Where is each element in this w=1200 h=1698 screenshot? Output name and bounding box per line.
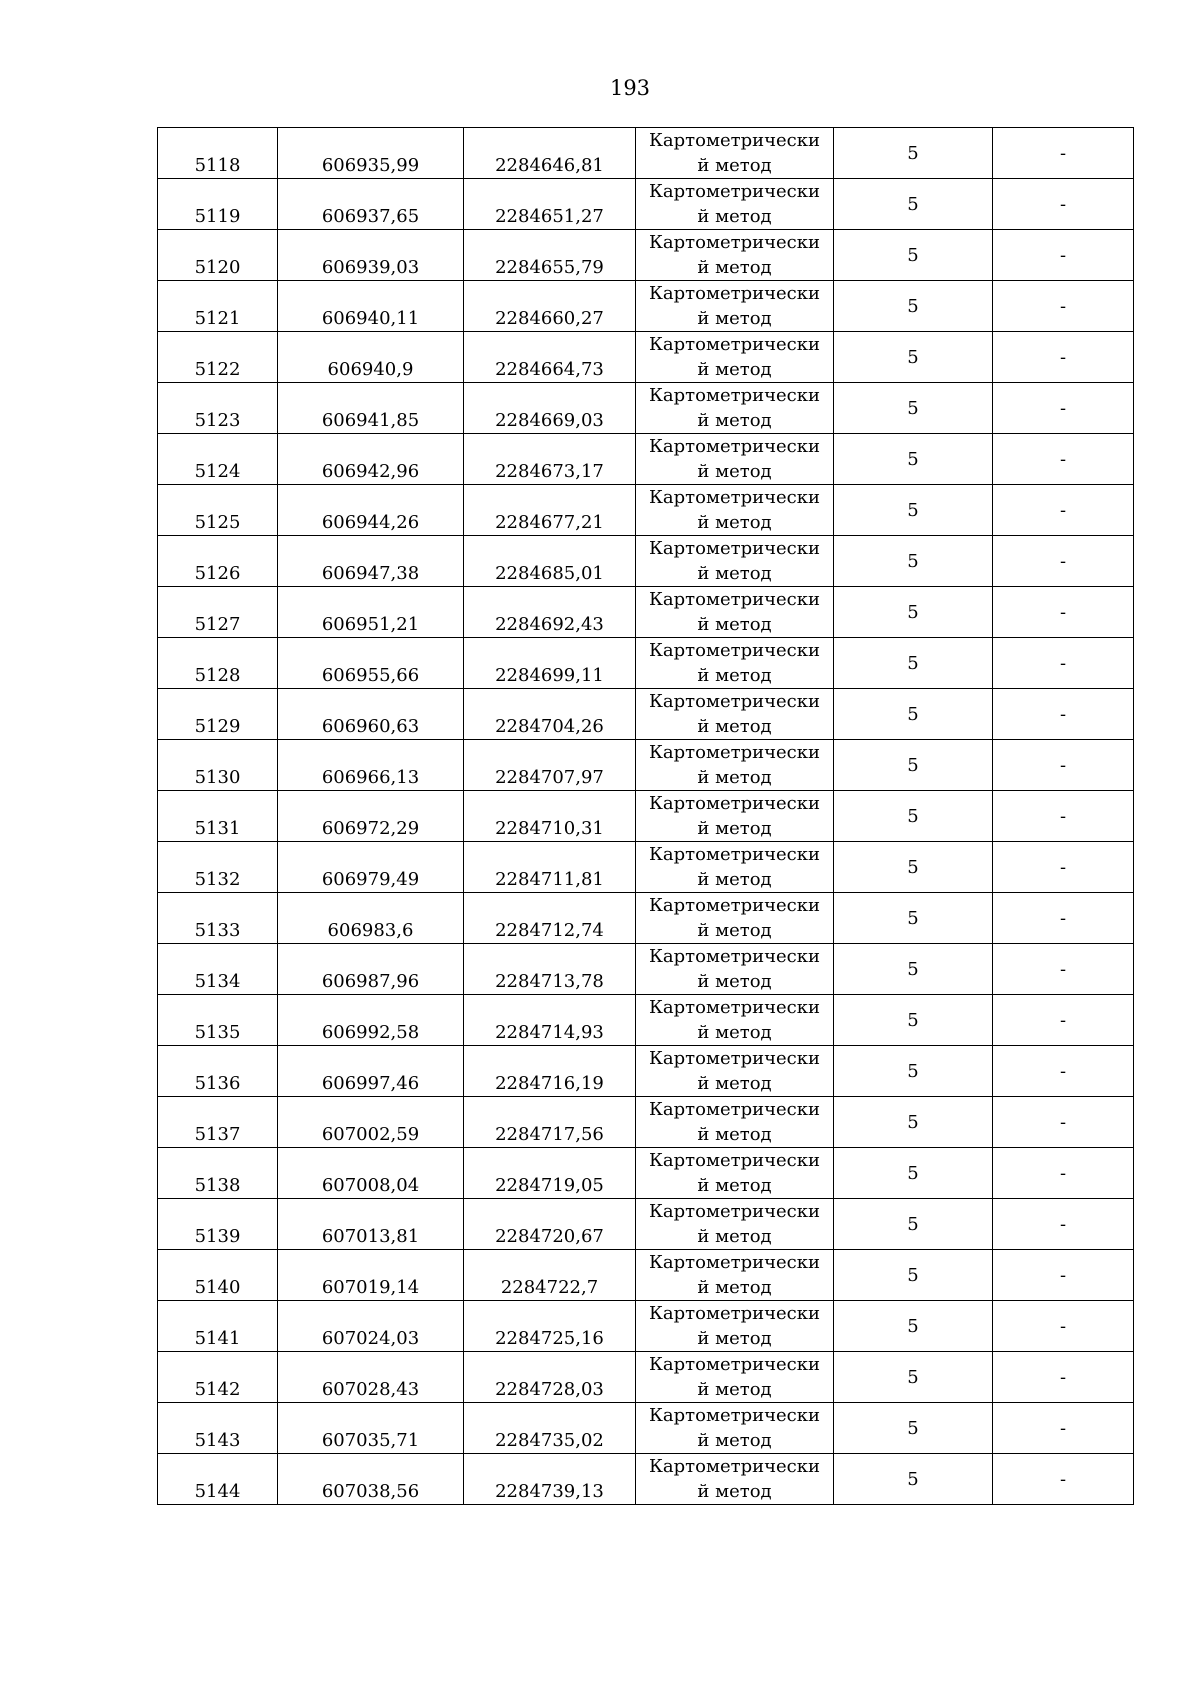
table-row xyxy=(158,1046,1134,1097)
point-number-cell: 5142 xyxy=(158,1352,278,1403)
y-coordinate-cell: 2284725,16 xyxy=(464,1301,636,1352)
accuracy-cell: 5 xyxy=(834,128,993,179)
y-coordinate-cell: 2284660,27 xyxy=(464,281,636,332)
method-cell xyxy=(636,1148,834,1199)
note-cell: - xyxy=(993,1148,1134,1199)
method-cell xyxy=(636,485,834,536)
method-line-2: й метод xyxy=(697,869,772,890)
note-cell: - xyxy=(993,128,1134,179)
y-coordinate-cell: 2284707,97 xyxy=(464,740,636,791)
x-coordinate-cell: 606983,6 xyxy=(278,893,464,944)
method-line-1: Картометрически xyxy=(649,1252,820,1273)
method-line-1: Картометрически xyxy=(649,946,820,967)
note-cell: - xyxy=(993,740,1134,791)
accuracy-cell: 5 xyxy=(834,281,993,332)
method-cell xyxy=(636,1352,834,1403)
method-cell xyxy=(636,179,834,230)
table-row xyxy=(158,1250,1134,1301)
note-cell: - xyxy=(993,1046,1134,1097)
table-row xyxy=(158,1403,1134,1454)
y-coordinate-cell: 2284711,81 xyxy=(464,842,636,893)
accuracy-cell: 5 xyxy=(834,1352,993,1403)
point-number-cell: 5128 xyxy=(158,638,278,689)
table-row xyxy=(158,1301,1134,1352)
point-number-cell: 5141 xyxy=(158,1301,278,1352)
y-coordinate-cell: 2284719,05 xyxy=(464,1148,636,1199)
table-row xyxy=(158,1352,1134,1403)
point-number-cell: 5137 xyxy=(158,1097,278,1148)
method-line-1: Картометрически xyxy=(649,895,820,916)
method-cell xyxy=(636,842,834,893)
method-line-1: Картометрически xyxy=(649,1201,820,1222)
table-row xyxy=(158,587,1134,638)
point-number-cell: 5130 xyxy=(158,740,278,791)
accuracy-cell: 5 xyxy=(834,740,993,791)
note-cell: - xyxy=(993,485,1134,536)
accuracy-cell: 5 xyxy=(834,485,993,536)
accuracy-cell: 5 xyxy=(834,842,993,893)
table-row xyxy=(158,842,1134,893)
point-number-cell: 5118 xyxy=(158,128,278,179)
method-line-2: й метод xyxy=(697,614,772,635)
point-number-cell: 5136 xyxy=(158,1046,278,1097)
accuracy-cell: 5 xyxy=(834,1046,993,1097)
method-line-2: й метод xyxy=(697,1481,772,1502)
method-cell xyxy=(636,1097,834,1148)
method-cell xyxy=(636,434,834,485)
method-cell xyxy=(636,893,834,944)
accuracy-cell: 5 xyxy=(834,1403,993,1454)
y-coordinate-cell: 2284712,74 xyxy=(464,893,636,944)
point-number-cell: 5132 xyxy=(158,842,278,893)
method-line-2: й метод xyxy=(697,308,772,329)
y-coordinate-cell: 2284692,43 xyxy=(464,587,636,638)
note-cell: - xyxy=(993,1352,1134,1403)
point-number-cell: 5134 xyxy=(158,944,278,995)
method-line-1: Картометрически xyxy=(649,640,820,661)
y-coordinate-cell: 2284699,11 xyxy=(464,638,636,689)
y-coordinate-cell: 2284722,7 xyxy=(464,1250,636,1301)
note-cell: - xyxy=(993,1199,1134,1250)
method-cell xyxy=(636,281,834,332)
note-cell: - xyxy=(993,689,1134,740)
method-line-2: й метод xyxy=(697,257,772,278)
point-number-cell: 5121 xyxy=(158,281,278,332)
method-line-2: й метод xyxy=(697,1226,772,1247)
method-line-1: Картометрически xyxy=(649,1048,820,1069)
method-line-1: Картометрически xyxy=(649,1150,820,1171)
accuracy-cell: 5 xyxy=(834,1454,993,1505)
accuracy-cell: 5 xyxy=(834,434,993,485)
method-line-1: Картометрически xyxy=(649,1303,820,1324)
method-line-1: Картометрически xyxy=(649,334,820,355)
method-line-1: Картометрически xyxy=(649,691,820,712)
point-number-cell: 5126 xyxy=(158,536,278,587)
x-coordinate-cell: 607024,03 xyxy=(278,1301,464,1352)
method-line-2: й метод xyxy=(697,971,772,992)
point-number-cell: 5125 xyxy=(158,485,278,536)
note-cell: - xyxy=(993,944,1134,995)
accuracy-cell: 5 xyxy=(834,1148,993,1199)
table-row xyxy=(158,638,1134,689)
y-coordinate-cell: 2284716,19 xyxy=(464,1046,636,1097)
table-row xyxy=(158,944,1134,995)
table-row xyxy=(158,740,1134,791)
point-number-cell: 5131 xyxy=(158,791,278,842)
point-number-cell: 5122 xyxy=(158,332,278,383)
point-number-cell: 5140 xyxy=(158,1250,278,1301)
method-cell xyxy=(636,638,834,689)
method-line-1: Картометрически xyxy=(649,589,820,610)
point-number-cell: 5119 xyxy=(158,179,278,230)
table-row xyxy=(158,332,1134,383)
y-coordinate-cell: 2284720,67 xyxy=(464,1199,636,1250)
method-cell xyxy=(636,332,834,383)
accuracy-cell: 5 xyxy=(834,638,993,689)
method-cell xyxy=(636,230,834,281)
y-coordinate-cell: 2284669,03 xyxy=(464,383,636,434)
x-coordinate-cell: 607019,14 xyxy=(278,1250,464,1301)
table-row xyxy=(158,536,1134,587)
note-cell: - xyxy=(993,383,1134,434)
method-line-2: й метод xyxy=(697,1175,772,1196)
x-coordinate-cell: 607038,56 xyxy=(278,1454,464,1505)
method-line-2: й метод xyxy=(697,461,772,482)
x-coordinate-cell: 607013,81 xyxy=(278,1199,464,1250)
method-line-1: Картометрически xyxy=(649,844,820,865)
method-line-2: й метод xyxy=(697,410,772,431)
x-coordinate-cell: 606955,66 xyxy=(278,638,464,689)
accuracy-cell: 5 xyxy=(834,230,993,281)
method-line-2: й метод xyxy=(697,1073,772,1094)
method-line-1: Картометрически xyxy=(649,283,820,304)
method-cell xyxy=(636,1199,834,1250)
method-line-2: й метод xyxy=(697,767,772,788)
x-coordinate-cell: 606937,65 xyxy=(278,179,464,230)
point-number-cell: 5144 xyxy=(158,1454,278,1505)
method-cell xyxy=(636,944,834,995)
method-cell xyxy=(636,689,834,740)
y-coordinate-cell: 2284717,56 xyxy=(464,1097,636,1148)
method-line-2: й метод xyxy=(697,1328,772,1349)
method-line-2: й метод xyxy=(697,1379,772,1400)
method-line-1: Картометрически xyxy=(649,1456,820,1477)
note-cell: - xyxy=(993,587,1134,638)
method-line-2: й метод xyxy=(697,359,772,380)
method-line-2: й метод xyxy=(697,563,772,584)
x-coordinate-cell: 606940,9 xyxy=(278,332,464,383)
table-row xyxy=(158,791,1134,842)
point-number-cell: 5135 xyxy=(158,995,278,1046)
table-row xyxy=(158,434,1134,485)
x-coordinate-cell: 607028,43 xyxy=(278,1352,464,1403)
method-cell xyxy=(636,1454,834,1505)
table-row xyxy=(158,995,1134,1046)
note-cell: - xyxy=(993,995,1134,1046)
method-line-2: й метод xyxy=(697,1277,772,1298)
method-line-1: Картометрически xyxy=(649,793,820,814)
point-number-cell: 5129 xyxy=(158,689,278,740)
table-row xyxy=(158,485,1134,536)
table-row xyxy=(158,1199,1134,1250)
method-line-1: Картометрически xyxy=(649,232,820,253)
method-cell xyxy=(636,1301,834,1352)
x-coordinate-cell: 606941,85 xyxy=(278,383,464,434)
method-cell xyxy=(636,1046,834,1097)
accuracy-cell: 5 xyxy=(834,893,993,944)
y-coordinate-cell: 2284728,03 xyxy=(464,1352,636,1403)
point-number-cell: 5139 xyxy=(158,1199,278,1250)
accuracy-cell: 5 xyxy=(834,332,993,383)
table-row xyxy=(158,1148,1134,1199)
x-coordinate-cell: 606997,46 xyxy=(278,1046,464,1097)
accuracy-cell: 5 xyxy=(834,689,993,740)
table-row xyxy=(158,893,1134,944)
note-cell: - xyxy=(993,230,1134,281)
x-coordinate-cell: 606935,99 xyxy=(278,128,464,179)
x-coordinate-cell: 606939,03 xyxy=(278,230,464,281)
method-cell xyxy=(636,587,834,638)
x-coordinate-cell: 606942,96 xyxy=(278,434,464,485)
accuracy-cell: 5 xyxy=(834,995,993,1046)
table-row xyxy=(158,689,1134,740)
method-line-2: й метод xyxy=(697,920,772,941)
y-coordinate-cell: 2284651,27 xyxy=(464,179,636,230)
method-line-1: Картометрически xyxy=(649,997,820,1018)
point-number-cell: 5133 xyxy=(158,893,278,944)
point-number-cell: 5124 xyxy=(158,434,278,485)
note-cell: - xyxy=(993,893,1134,944)
method-line-2: й метод xyxy=(697,1430,772,1451)
point-number-cell: 5120 xyxy=(158,230,278,281)
x-coordinate-cell: 606992,58 xyxy=(278,995,464,1046)
method-line-2: й метод xyxy=(697,716,772,737)
method-line-1: Картометрически xyxy=(649,538,820,559)
x-coordinate-cell: 607002,59 xyxy=(278,1097,464,1148)
table-row xyxy=(158,179,1134,230)
x-coordinate-cell: 606940,11 xyxy=(278,281,464,332)
x-coordinate-cell: 607008,04 xyxy=(278,1148,464,1199)
method-line-2: й метод xyxy=(697,206,772,227)
method-line-1: Картометрически xyxy=(649,1099,820,1120)
note-cell: - xyxy=(993,536,1134,587)
x-coordinate-cell: 606972,29 xyxy=(278,791,464,842)
table-row xyxy=(158,1097,1134,1148)
y-coordinate-cell: 2284714,93 xyxy=(464,995,636,1046)
note-cell: - xyxy=(993,1301,1134,1352)
method-line-2: й метод xyxy=(697,1124,772,1145)
table-row xyxy=(158,1454,1134,1505)
y-coordinate-cell: 2284704,26 xyxy=(464,689,636,740)
x-coordinate-cell: 606947,38 xyxy=(278,536,464,587)
note-cell: - xyxy=(993,434,1134,485)
point-number-cell: 5138 xyxy=(158,1148,278,1199)
y-coordinate-cell: 2284710,31 xyxy=(464,791,636,842)
method-line-1: Картометрически xyxy=(649,487,820,508)
method-line-2: й метод xyxy=(697,818,772,839)
point-number-cell: 5127 xyxy=(158,587,278,638)
x-coordinate-cell: 607035,71 xyxy=(278,1403,464,1454)
y-coordinate-cell: 2284739,13 xyxy=(464,1454,636,1505)
method-line-1: Картометрически xyxy=(649,436,820,457)
method-cell xyxy=(636,1250,834,1301)
accuracy-cell: 5 xyxy=(834,383,993,434)
table-row xyxy=(158,383,1134,434)
method-cell xyxy=(636,1403,834,1454)
note-cell: - xyxy=(993,842,1134,893)
method-line-1: Картометрически xyxy=(649,1405,820,1426)
x-coordinate-cell: 606987,96 xyxy=(278,944,464,995)
method-cell xyxy=(636,383,834,434)
method-line-1: Картометрически xyxy=(649,742,820,763)
note-cell: - xyxy=(993,638,1134,689)
method-line-2: й метод xyxy=(697,665,772,686)
method-cell xyxy=(636,791,834,842)
method-cell xyxy=(636,128,834,179)
method-line-2: й метод xyxy=(697,512,772,533)
y-coordinate-cell: 2284677,21 xyxy=(464,485,636,536)
note-cell: - xyxy=(993,1403,1134,1454)
table-row xyxy=(158,128,1134,179)
note-cell: - xyxy=(993,332,1134,383)
x-coordinate-cell: 606966,13 xyxy=(278,740,464,791)
note-cell: - xyxy=(993,179,1134,230)
x-coordinate-cell: 606944,26 xyxy=(278,485,464,536)
method-cell xyxy=(636,995,834,1046)
note-cell: - xyxy=(993,281,1134,332)
note-cell: - xyxy=(993,1097,1134,1148)
page-number: 193 xyxy=(609,76,651,100)
accuracy-cell: 5 xyxy=(834,944,993,995)
note-cell: - xyxy=(993,791,1134,842)
accuracy-cell: 5 xyxy=(834,1199,993,1250)
note-cell: - xyxy=(993,1454,1134,1505)
x-coordinate-cell: 606960,63 xyxy=(278,689,464,740)
x-coordinate-cell: 606979,49 xyxy=(278,842,464,893)
y-coordinate-cell: 2284713,78 xyxy=(464,944,636,995)
method-line-1: Картометрически xyxy=(649,385,820,406)
y-coordinate-cell: 2284646,81 xyxy=(464,128,636,179)
y-coordinate-cell: 2284673,17 xyxy=(464,434,636,485)
point-number-cell: 5143 xyxy=(158,1403,278,1454)
y-coordinate-cell: 2284735,02 xyxy=(464,1403,636,1454)
note-cell: - xyxy=(993,1250,1134,1301)
y-coordinate-cell: 2284655,79 xyxy=(464,230,636,281)
y-coordinate-cell: 2284685,01 xyxy=(464,536,636,587)
accuracy-cell: 5 xyxy=(834,536,993,587)
point-number-cell: 5123 xyxy=(158,383,278,434)
method-cell xyxy=(636,740,834,791)
method-line-2: й метод xyxy=(697,155,772,176)
accuracy-cell: 5 xyxy=(834,587,993,638)
method-cell xyxy=(636,536,834,587)
method-line-1: Картометрически xyxy=(649,181,820,202)
accuracy-cell: 5 xyxy=(834,1097,993,1148)
x-coordinate-cell: 606951,21 xyxy=(278,587,464,638)
table-body xyxy=(158,128,1134,1505)
method-line-1: Картометрически xyxy=(649,130,820,151)
coordinates-table xyxy=(157,127,1134,1505)
method-line-1: Картометрически xyxy=(649,1354,820,1375)
y-coordinate-cell: 2284664,73 xyxy=(464,332,636,383)
table-row xyxy=(158,230,1134,281)
method-line-2: й метод xyxy=(697,1022,772,1043)
accuracy-cell: 5 xyxy=(834,791,993,842)
accuracy-cell: 5 xyxy=(834,1250,993,1301)
table-row xyxy=(158,281,1134,332)
accuracy-cell: 5 xyxy=(834,179,993,230)
accuracy-cell: 5 xyxy=(834,1301,993,1352)
